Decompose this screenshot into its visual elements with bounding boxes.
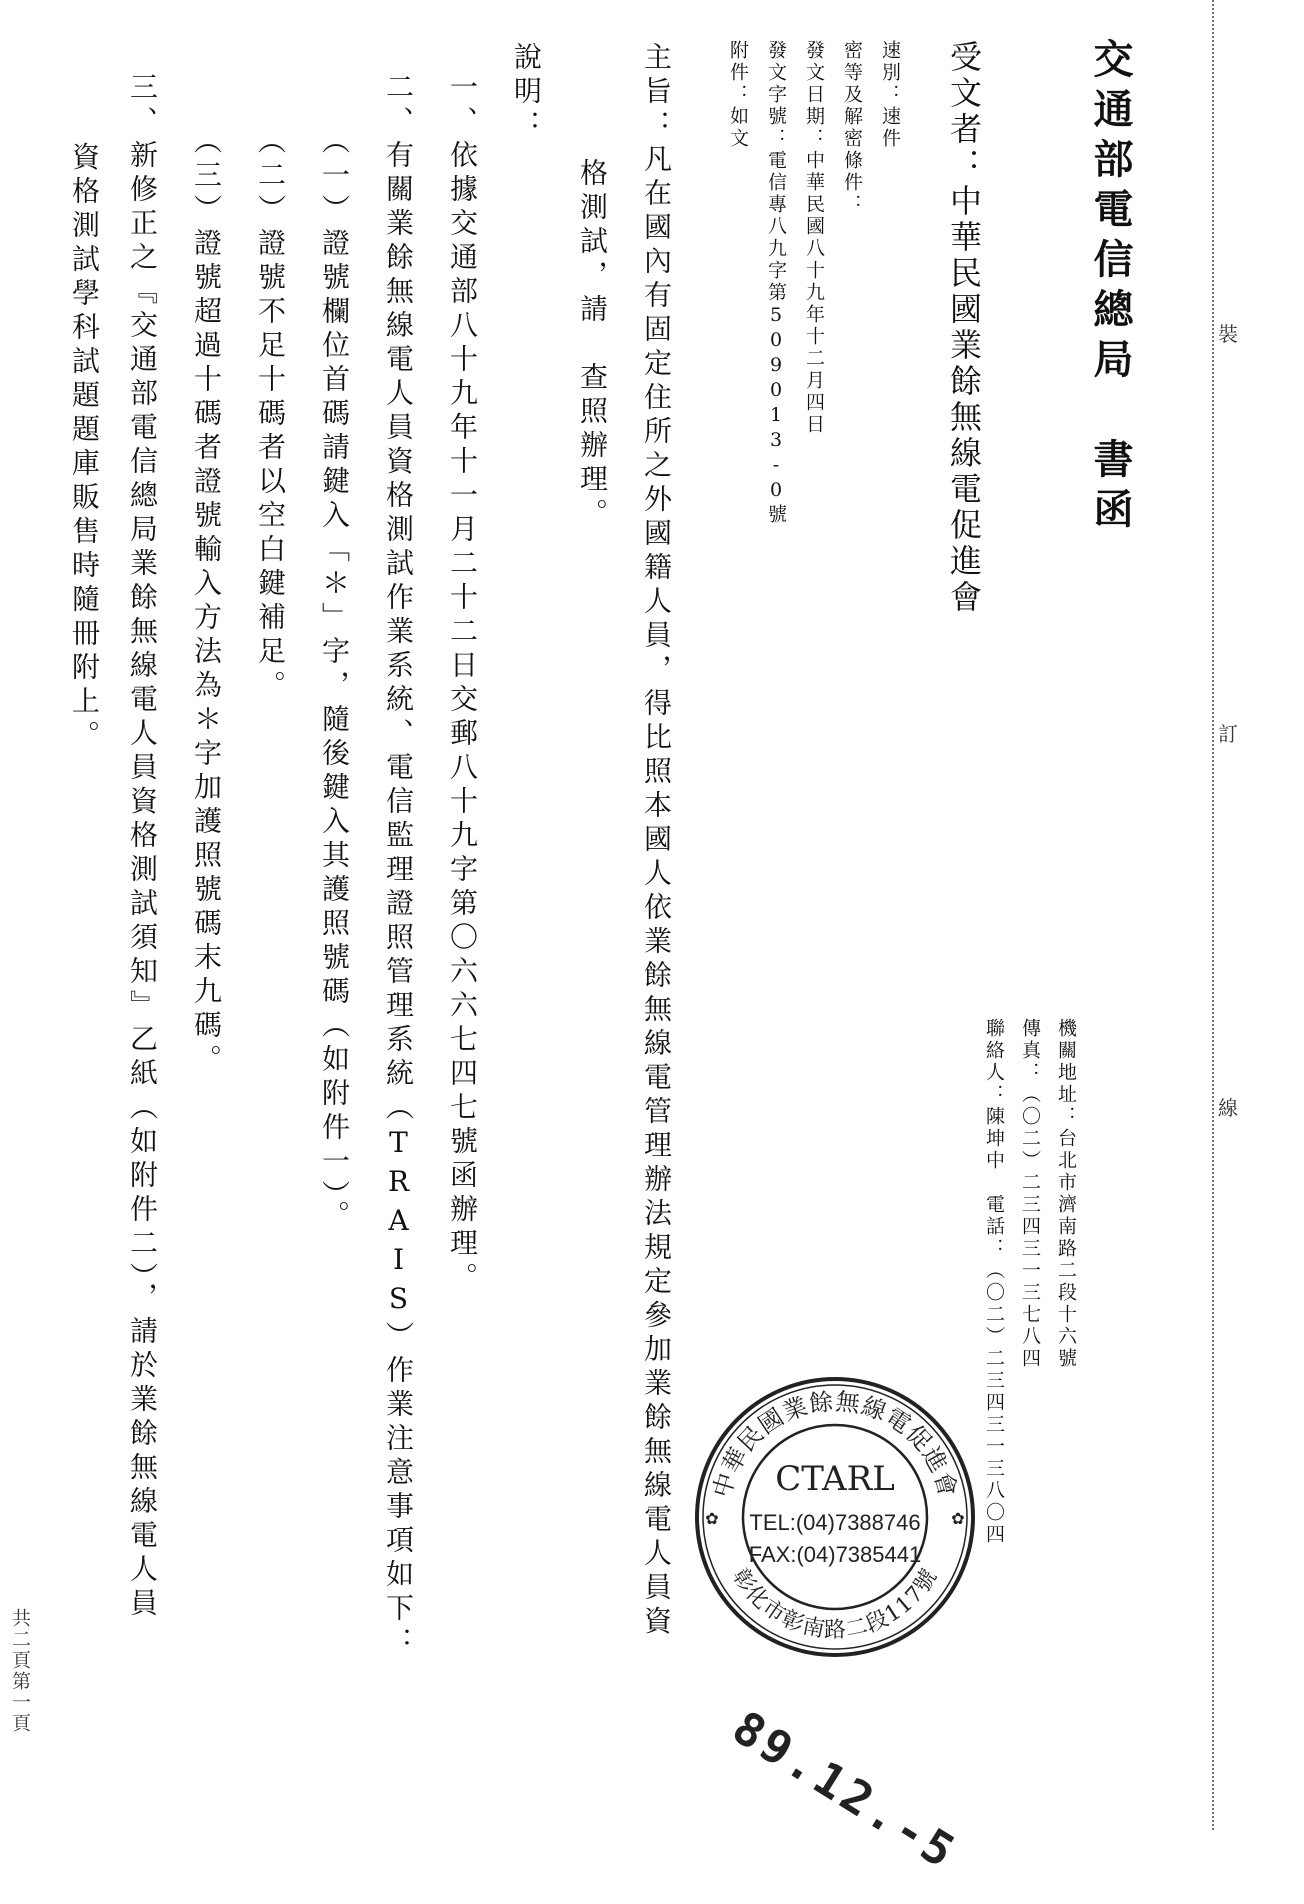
binding-mark-xian: 線 xyxy=(1218,1096,1238,1120)
explanation-item-3-line-1: 三、新修正之『交通部電信總局業餘無線電人員資格測試須知』乙紙（如附件二），請於業餘無線電人員 xyxy=(126,72,159,1622)
explanation-item-3-line-2: 資格測試學科試題題庫販售時隨冊附上。 xyxy=(68,142,101,754)
subject-line-2: 格測試，請 查照辦理。 xyxy=(576,158,609,532)
issue-date: 發文日期：中華民國八十九年十二月四日 xyxy=(803,40,825,436)
association-seal xyxy=(690,1372,980,1662)
seal-callsign: CTARL xyxy=(775,1459,895,1499)
explanation-item-2-2: （二）證號不足十碼者以空白鍵補足。 xyxy=(254,126,287,704)
recipient: 受文者：中華民國業餘無線電促進會 xyxy=(945,40,983,616)
seal-tel: TEL:(04)7388746 xyxy=(749,1510,921,1535)
explanation-item-2-3: （三）證號超過十碼者證號輸入方法為＊字加護照號碼末九碼。 xyxy=(190,126,223,1078)
explanation-item-1: 一、依據交通部八十九年十一月二十二日交郵八十九字第〇六六七四七號函辦理。 xyxy=(446,72,479,1296)
binding-line xyxy=(1212,0,1214,1830)
attachment-field: 附件：如文 xyxy=(727,40,749,150)
binding-mark-ding: 訂 xyxy=(1218,722,1238,746)
explanation-heading: 說明： xyxy=(510,42,543,144)
sender-fax: 傳真：（〇二）二三四三一三七八四 xyxy=(1019,1018,1041,1370)
seal-fax: FAX:(04)7385441 xyxy=(748,1542,922,1567)
security-field: 密等及解密條件： xyxy=(841,40,863,216)
seal-org-name: 中華民國業餘無線電促進會 xyxy=(707,1387,963,1501)
explanation-item-2-1: （一）證號欄位首碼請鍵入「＊」字，隨後鍵入其護照號碼（如附件一）。 xyxy=(318,126,351,1234)
document-number: 發文字號：電信專八九字第509013-0號 xyxy=(765,40,787,526)
subject-line-1: 主旨：凡在國內有固定住所之外國籍人員，得比照本國人依業餘無線電管理辦法規定參加業餘無線電人員資 xyxy=(640,42,673,1640)
seal-address: 彰化市彰南路二段117號 xyxy=(727,1564,943,1644)
document-title: 交通部電信總局 書函 xyxy=(1087,38,1134,538)
seal-flower-icon-left: ✿ xyxy=(705,1509,719,1528)
binding-mark-zhuang: 裝 xyxy=(1218,322,1238,346)
page-number: 共二頁第一頁 xyxy=(9,1608,31,1734)
speed-field: 速別：速件 xyxy=(879,40,901,150)
sender-address: 機關地址：台北市濟南路二段十六號 xyxy=(1055,1018,1077,1370)
sender-contact: 聯絡人：陳坤中 電話：（〇二）二三四三一三八〇四 xyxy=(983,1018,1005,1546)
seal-flower-icon-right: ✿ xyxy=(951,1509,965,1528)
received-date-stamp: 89.12.-5 xyxy=(723,1700,968,1881)
explanation-item-2: 二、有關業餘無線電人員資格測試作業系統、電信監理證照管理系統（TRAIS）作業注意事項如下： xyxy=(382,72,415,1661)
